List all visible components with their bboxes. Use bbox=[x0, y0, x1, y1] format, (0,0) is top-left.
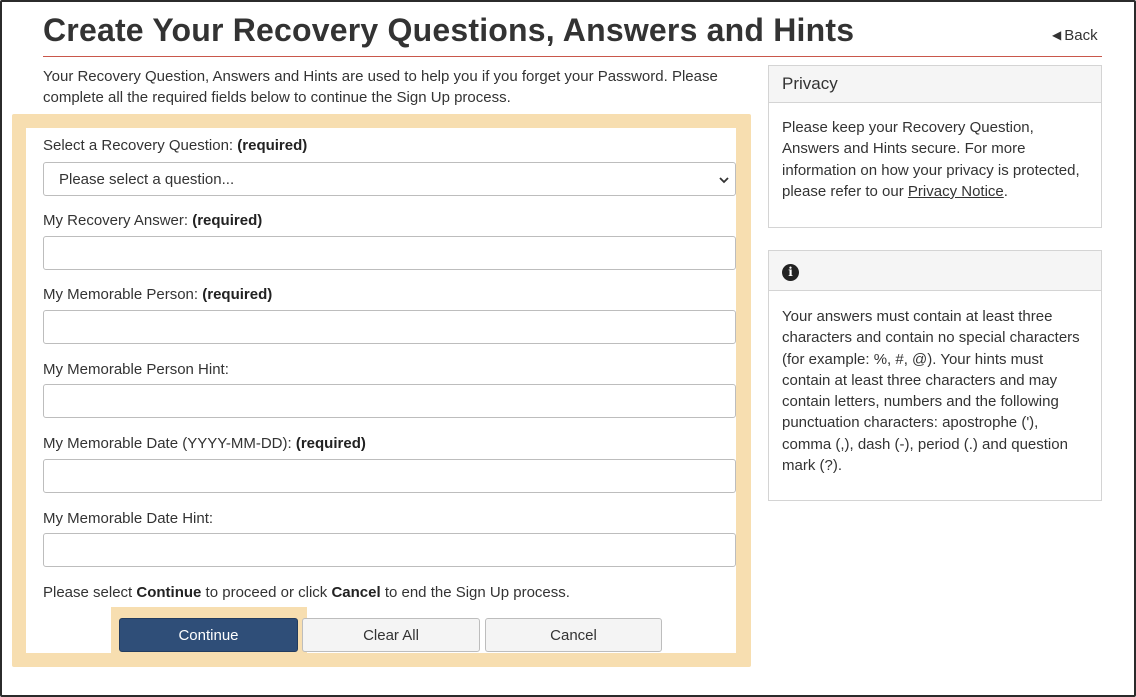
page-title: Create Your Recovery Questions, Answers and Hints bbox=[43, 12, 855, 48]
clear-all-button[interactable]: Clear All bbox=[302, 618, 480, 652]
back-link[interactable] bbox=[1052, 27, 1098, 44]
required-marker: (required) bbox=[202, 286, 273, 303]
memorable-person-hint-input[interactable] bbox=[43, 384, 736, 418]
required-marker: (required) bbox=[237, 137, 308, 154]
question-label bbox=[43, 137, 307, 154]
back-label: Back bbox=[1064, 27, 1098, 44]
instruction-continue: Continue bbox=[136, 584, 202, 601]
cancel-button[interactable]: Cancel bbox=[485, 618, 662, 652]
info-panel-heading bbox=[769, 251, 1101, 291]
person-hint-label bbox=[43, 361, 229, 378]
person-label bbox=[43, 286, 272, 303]
question-label-text: Select a Recovery Question: bbox=[43, 137, 234, 154]
privacy-notice-link[interactable]: Privacy Notice bbox=[907, 182, 1004, 200]
required-marker: (required) bbox=[295, 435, 366, 452]
instruction-text: Please select bbox=[43, 584, 137, 601]
memorable-person-input[interactable] bbox=[43, 310, 736, 344]
date-label-text: My Memorable Date (YYYY-MM-DD): bbox=[43, 435, 292, 452]
title-divider bbox=[43, 56, 1102, 57]
person-hint-label-text: My Memorable Person Hint: bbox=[43, 361, 229, 378]
recovery-answer-input[interactable] bbox=[43, 236, 736, 270]
privacy-panel bbox=[768, 65, 1102, 228]
date-hint-label bbox=[43, 510, 213, 527]
privacy-panel-body bbox=[769, 103, 1101, 216]
privacy-panel-heading: Privacy bbox=[769, 66, 1101, 103]
answer-label bbox=[43, 212, 262, 229]
question-select-value: Please select a question... bbox=[59, 171, 235, 188]
intro-text: Your Recovery Question, Answers and Hints are used to help you if you forget your Password. Please complete all the required fields below to continue the Sign Up process. bbox=[43, 68, 718, 106]
privacy-text: Please keep your Recovery Question, Answers and Hints secure. For more information on how your privacy is protected, please refer to our bbox=[782, 119, 1080, 200]
instruction-text: to proceed or click bbox=[201, 584, 332, 601]
required-marker: (required) bbox=[192, 212, 263, 229]
arrow-left-icon: ◀ bbox=[1052, 28, 1062, 42]
memorable-date-input[interactable] bbox=[43, 459, 736, 493]
date-label bbox=[43, 435, 366, 452]
form-instruction bbox=[43, 584, 570, 601]
info-icon: i bbox=[782, 264, 799, 281]
privacy-text-end: . bbox=[1003, 182, 1008, 200]
date-hint-label-text: My Memorable Date Hint: bbox=[43, 510, 214, 527]
continue-button[interactable]: Continue bbox=[119, 618, 298, 652]
recovery-question-select[interactable] bbox=[43, 162, 736, 196]
memorable-date-hint-input[interactable] bbox=[43, 533, 736, 567]
instruction-text: to end the Sign Up process. bbox=[380, 584, 570, 601]
chevron-down-icon bbox=[717, 173, 731, 187]
instruction-cancel: Cancel bbox=[331, 584, 381, 601]
person-label-text: My Memorable Person: bbox=[43, 286, 199, 303]
info-panel bbox=[768, 250, 1102, 501]
answer-label-text: My Recovery Answer: bbox=[43, 212, 189, 229]
info-panel-body: Your answers must contain at least three characters and contain no special characters (for example: %, #, @). Your hints must contain at least three characters and may contain letters, numbers and the following punctuation characters: apostrophe ('), comma (,), dash (-), period (.) and question mark (?). bbox=[782, 308, 1080, 475]
